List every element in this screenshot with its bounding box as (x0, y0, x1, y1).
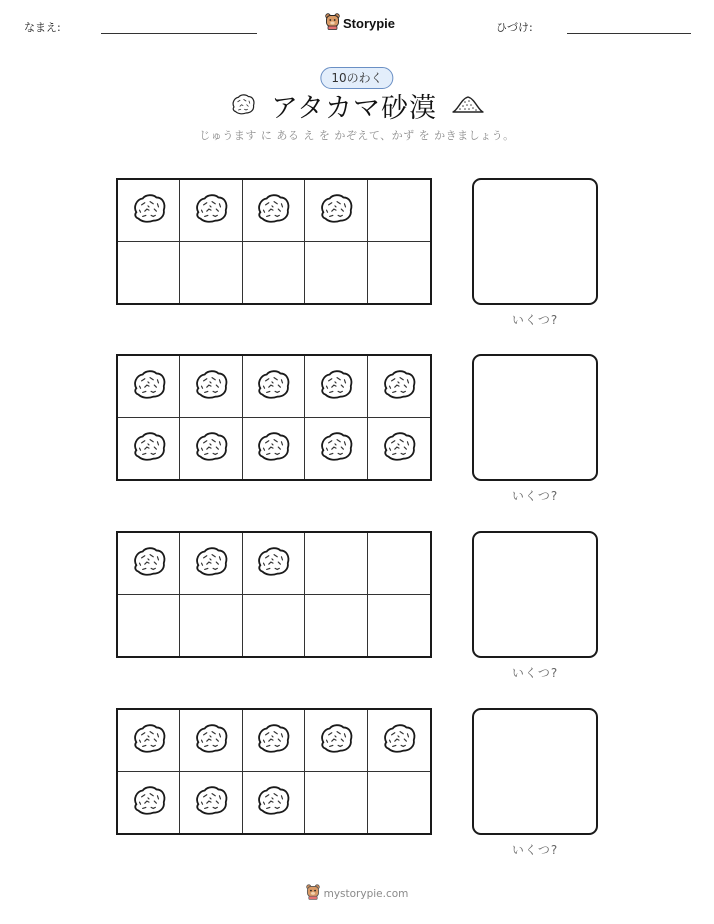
rock-icon (192, 544, 230, 582)
count-prompt: いくつ? (511, 666, 559, 680)
rock-icon (254, 367, 292, 405)
ten-frame-cell (118, 242, 180, 304)
page-title: アタカマ砂漠 (270, 93, 438, 124)
rock-icon (130, 721, 168, 759)
ten-frame (116, 531, 432, 658)
bear-mascot-icon (325, 13, 340, 34)
answer-box[interactable] (472, 708, 598, 835)
ten-frame-cell (368, 533, 430, 595)
answer-box[interactable] (472, 178, 598, 305)
ten-frame-cell (118, 772, 180, 834)
rock-icon (254, 783, 292, 821)
rock-icon (254, 191, 292, 229)
answer-box[interactable] (472, 354, 598, 481)
footer-url: mystorypie.com (323, 887, 409, 900)
ten-frame (116, 178, 432, 305)
ten-frame-cell (243, 242, 305, 304)
rock-icon (317, 721, 355, 759)
ten-frame-cell (180, 418, 242, 480)
ten-frame-cell (305, 772, 367, 834)
ten-frame-cell (368, 418, 430, 480)
count-prompt: いくつ? (511, 489, 559, 503)
ten-frame-cell (243, 533, 305, 595)
ten-frame-cell (243, 418, 305, 480)
bear-mascot-icon (306, 884, 320, 903)
sand-pile-icon (451, 93, 485, 119)
ten-frame-cell (305, 710, 367, 772)
ten-frame-cell (118, 418, 180, 480)
ten-frame-cell (305, 595, 367, 657)
rock-icon (192, 429, 230, 467)
ten-frame-cell (368, 242, 430, 304)
rock-icon (380, 367, 418, 405)
rock-icon (380, 429, 418, 467)
ten-frame-cell (180, 180, 242, 242)
rock-icon (130, 544, 168, 582)
ten-frame (116, 354, 432, 481)
ten-frame-cell (243, 356, 305, 418)
rock-icon (192, 721, 230, 759)
ten-frame-cell (368, 595, 430, 657)
rock-icon (229, 92, 257, 120)
ten-frame-cell (243, 595, 305, 657)
date-line[interactable] (567, 33, 691, 34)
brand-name: Storypie (343, 16, 396, 31)
ten-frame-cell (305, 356, 367, 418)
footer (0, 884, 714, 903)
ten-frame-cell (243, 710, 305, 772)
ten-frame-cell (180, 533, 242, 595)
rock-icon (130, 429, 168, 467)
ten-frame-cell (305, 418, 367, 480)
ten-frame-cell (180, 242, 242, 304)
name-label: なまえ: (24, 21, 61, 34)
ten-frame-cell (243, 180, 305, 242)
ten-frame-cell (368, 772, 430, 834)
ten-frame-cell (368, 356, 430, 418)
rock-icon (317, 191, 355, 229)
rock-icon (317, 429, 355, 467)
ten-frame-cell (305, 242, 367, 304)
ten-frame-cell (118, 595, 180, 657)
date-label: ひづけ: (496, 21, 533, 34)
brand-logo (325, 13, 395, 34)
ten-frame (116, 708, 432, 835)
rock-icon (254, 544, 292, 582)
count-prompt: いくつ? (511, 843, 559, 857)
topic-badge: 10のわく (320, 67, 393, 89)
ten-frame-cell (180, 595, 242, 657)
answer-box[interactable] (472, 531, 598, 658)
ten-frame-cell (118, 710, 180, 772)
rock-icon (130, 191, 168, 229)
ten-frame-cell (180, 710, 242, 772)
count-prompt: いくつ? (511, 313, 559, 327)
ten-frame-cell (118, 533, 180, 595)
name-line[interactable] (101, 33, 257, 34)
ten-frame-cell (368, 180, 430, 242)
ten-frame-cell (305, 180, 367, 242)
ten-frame-cell (118, 180, 180, 242)
rock-icon (317, 367, 355, 405)
rock-icon (192, 783, 230, 821)
rock-icon (130, 367, 168, 405)
ten-frame-cell (305, 533, 367, 595)
ten-frame-cell (180, 772, 242, 834)
ten-frame-cell (180, 356, 242, 418)
title-row (0, 86, 714, 125)
rock-icon (130, 783, 168, 821)
rock-icon (254, 721, 292, 759)
ten-frame-cell (243, 772, 305, 834)
rock-icon (380, 721, 418, 759)
rock-icon (192, 191, 230, 229)
ten-frame-cell (368, 710, 430, 772)
instructions: じゅうます に ある え を かぞえて、かず を かきましょう。 (199, 129, 515, 142)
rock-icon (254, 429, 292, 467)
ten-frame-cell (118, 356, 180, 418)
rock-icon (192, 367, 230, 405)
